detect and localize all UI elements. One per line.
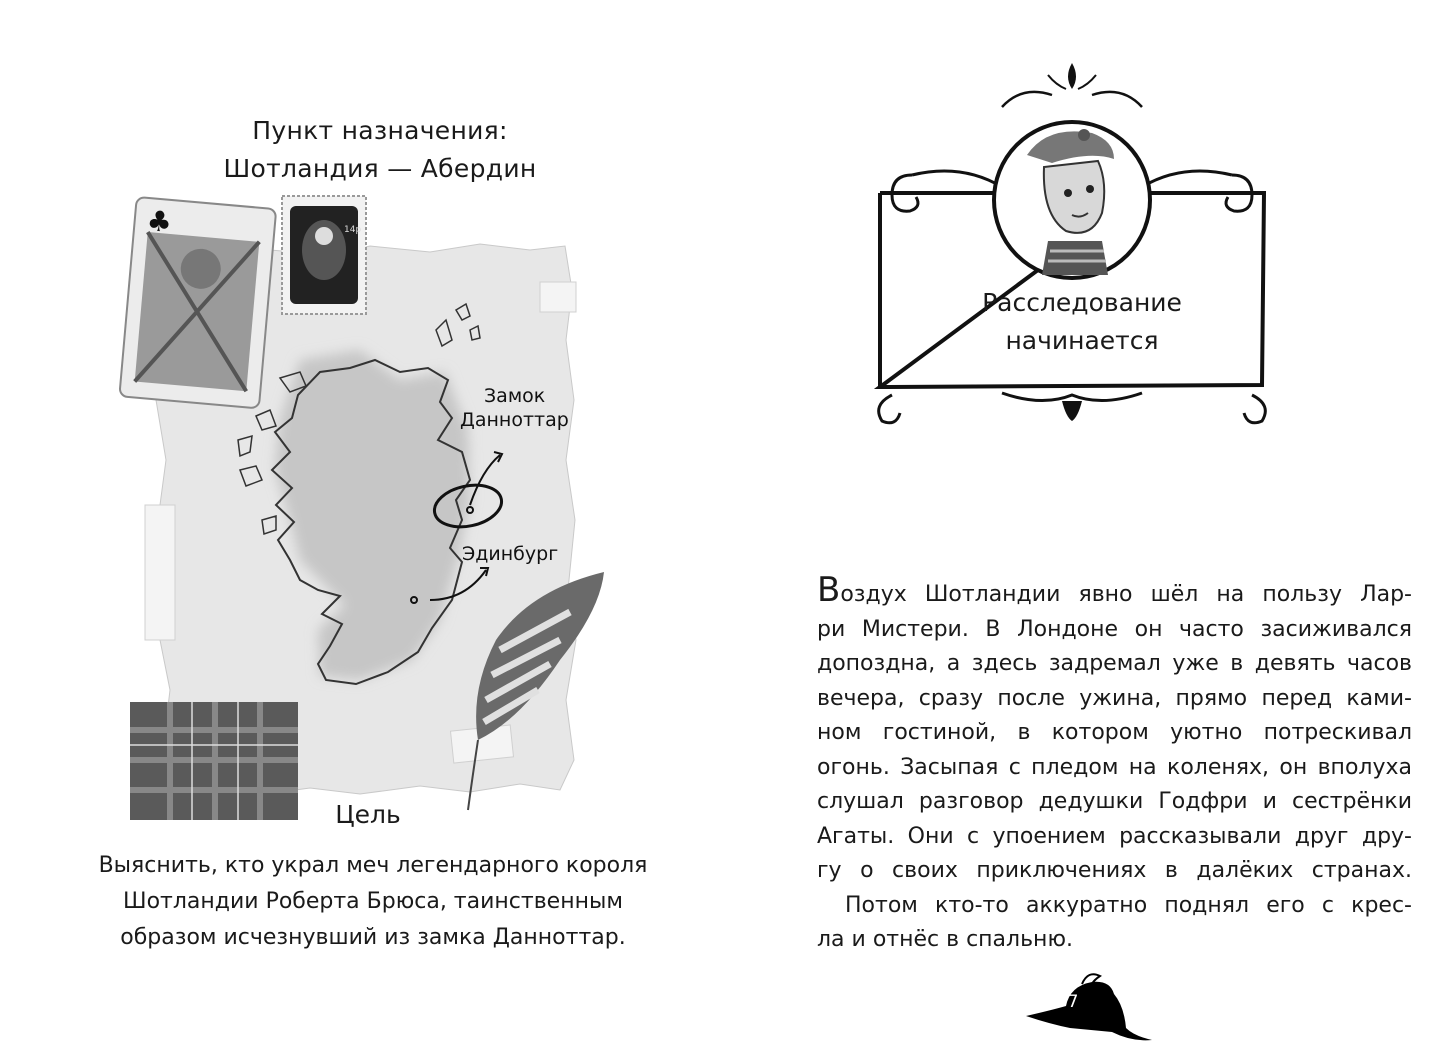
chapter-title-line-2: начинается: [1005, 326, 1159, 355]
body-line: вечера, сразу после ужина, прямо перед ками-: [817, 685, 1412, 711]
goal-line: Выяснить, кто украл меч легендарного короля: [98, 853, 648, 878]
goal-line: образом исчезнувший из замка Данноттар.: [120, 925, 626, 950]
body-line: огонь. Засыпая с пледом на коленях, он вполуха: [817, 754, 1412, 780]
body-line: гу о своих приключениях в далёких странах.: [817, 858, 1412, 883]
goal-title: Цель: [335, 800, 401, 829]
dropcap: В: [817, 570, 841, 610]
detective-hat-icon: [1026, 982, 1152, 1041]
right-page: [722, 0, 1445, 1058]
body-line: Агаты. Они с упоением рассказывали друг дру-: [817, 823, 1412, 849]
map-collage: [0, 0, 722, 830]
club-icon: ♣: [145, 203, 174, 240]
body-line: Потом кто-то аккуратно поднял его с крес-: [845, 892, 1412, 918]
chapter-body: [817, 570, 1412, 958]
tape-strip: [145, 505, 175, 640]
left-page: [0, 0, 722, 1058]
destination-line-2: Шотландия — Абердин: [223, 154, 537, 183]
body-line: [817, 570, 1412, 613]
goal-text: [88, 848, 658, 956]
queen-stamp: [282, 196, 366, 314]
page-number: 7: [1067, 992, 1079, 1012]
stamp-value: 14p: [344, 225, 362, 235]
body-line: ном гостиной, в котором уютно потрескивал: [817, 720, 1412, 745]
page-number-badge: [1022, 966, 1172, 1046]
chapter-title-line-1: Расследование: [982, 288, 1182, 317]
castle-label-1: Замок: [484, 385, 546, 407]
body-line: ри Мистери. В Лондоне он часто засиживался: [817, 616, 1412, 642]
goal-line: Шотландии Роберта Брюса, таинственным: [123, 889, 623, 914]
tape-strip: [540, 282, 576, 312]
body-line: слушал разговор дедушки Годфри и сестрёнки: [817, 789, 1412, 814]
body-line: ла и отнёс в спальню.: [817, 927, 1073, 952]
castle-label-2: Данноттар: [460, 409, 569, 431]
king-of-clubs-card: [119, 197, 276, 408]
body-line-text: оздух Шотландии явно шёл на пользу Лар-: [840, 582, 1412, 607]
destination-line-1: Пункт назначения:: [252, 116, 508, 145]
chapter-title: [902, 284, 1262, 360]
chapter-frame: [852, 55, 1292, 425]
body-line: допоздна, а здесь задремал уже в девять часов: [817, 651, 1412, 676]
city-label: Эдинбург: [462, 543, 559, 565]
